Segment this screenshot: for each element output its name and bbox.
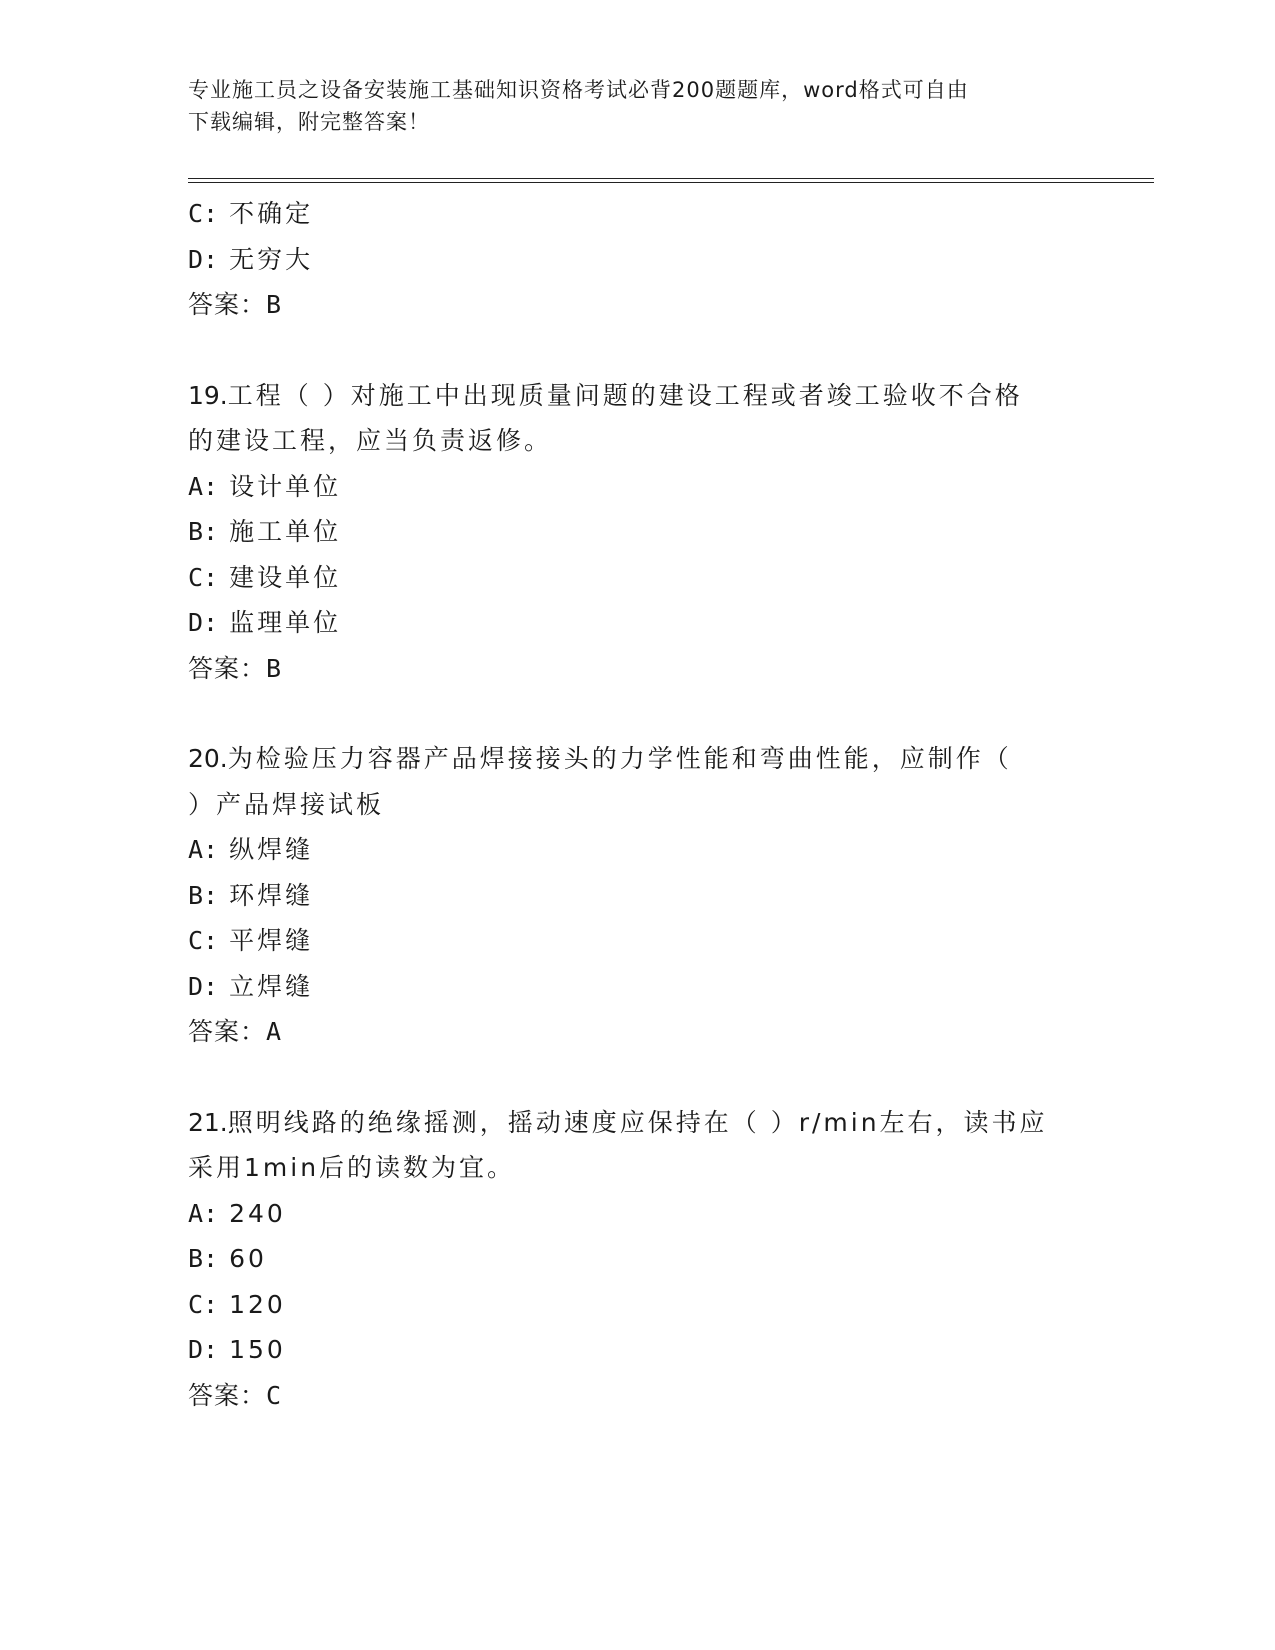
option-text: 施工单位: [229, 517, 342, 546]
option-a: [188, 827, 1108, 873]
question-number: 20.: [188, 744, 228, 773]
option-text: 纵焊缝: [229, 835, 314, 864]
option-key: A:: [188, 471, 219, 501]
answer-line: [188, 282, 1108, 328]
question-text: 的建设工程，应当负责返修。: [188, 426, 553, 455]
option-text: 240: [229, 1198, 286, 1228]
header-divider-bottom: [188, 182, 1154, 183]
question-number: 19.: [188, 380, 228, 410]
option-b: [188, 873, 1108, 919]
option-key: B:: [188, 517, 219, 546]
question-text: 采用1min后的读数为宜。: [188, 1153, 516, 1182]
question-stem-line-1: [188, 736, 1108, 782]
answer-label: 答案：: [188, 1017, 267, 1046]
question-stem-line-2: [188, 782, 1108, 828]
question-21: [188, 1100, 1108, 1419]
question-20: [188, 736, 1108, 1055]
option-d: [188, 600, 1108, 646]
option-a: [188, 464, 1108, 510]
answer-value: B: [266, 290, 283, 319]
option-text: 120: [229, 1289, 286, 1319]
option-a: [188, 1191, 1108, 1237]
option-text: 环焊缝: [229, 880, 314, 910]
answer-label: 答案：: [188, 290, 267, 319]
option-d: [188, 1327, 1108, 1373]
option-text: 不确定: [229, 199, 314, 228]
option-text: 150: [229, 1335, 286, 1364]
option-key: C:: [188, 562, 219, 592]
option-c: [188, 918, 1108, 964]
option-key: B:: [188, 880, 219, 910]
spacer: [188, 1055, 1108, 1100]
question-text: ）产品焊接试板: [188, 789, 385, 819]
question-list: [188, 191, 1108, 1418]
header-line-2: 下载编辑，附完整答案！: [188, 110, 430, 134]
question-number: 21.: [188, 1107, 228, 1137]
option-key: D:: [188, 971, 219, 1001]
answer-label: 答案：: [188, 653, 267, 683]
question-stem-line-1: [188, 373, 1108, 419]
question-stem-line-2: [188, 418, 1108, 464]
option-d: [188, 964, 1108, 1010]
option-key: D:: [188, 608, 219, 637]
answer-label: 答案：: [188, 1380, 267, 1410]
option-d: [188, 237, 1108, 283]
option-key: C:: [188, 926, 219, 955]
header-divider-top: [188, 178, 1154, 179]
question-stem-line-2: [188, 1145, 1108, 1191]
question-text: 工程（ ）对施工中出现质量问题的建设工程或者竣工验收不合格: [227, 380, 1023, 410]
header-line-1: 专业施工员之设备安装施工基础知识资格考试必背200题题库，word格式可自由: [188, 78, 969, 102]
option-key: B:: [188, 1244, 219, 1273]
spacer: [188, 691, 1108, 736]
document-header: [188, 74, 1088, 138]
question-text: 为检验压力容器产品焊接接头的力学性能和弯曲性能，应制作（: [227, 744, 1012, 773]
option-key: D:: [188, 244, 219, 274]
question-text: 照明线路的绝缘摇测，摇动速度应保持在（ ）r/min左右，读书应: [227, 1107, 1048, 1137]
answer-line: [188, 646, 1108, 692]
option-text: 立焊缝: [229, 971, 314, 1001]
spacer: [188, 328, 1108, 373]
option-key: D:: [188, 1335, 219, 1364]
option-key: C:: [188, 1289, 219, 1319]
option-text: 无穷大: [229, 244, 314, 274]
answer-value: B: [266, 653, 283, 683]
question-stem-line-1: [188, 1100, 1108, 1146]
option-b: [188, 509, 1108, 555]
option-text: 设计单位: [229, 471, 342, 501]
prev-question-block: [188, 191, 1108, 328]
option-key: A:: [188, 1198, 219, 1228]
option-c: [188, 1282, 1108, 1328]
option-c: [188, 191, 1108, 237]
option-c: [188, 555, 1108, 601]
answer-line: [188, 1373, 1108, 1419]
option-text: 平焊缝: [229, 926, 314, 955]
answer-value: C: [266, 1380, 283, 1410]
option-key: C:: [188, 199, 219, 228]
option-text: 建设单位: [229, 562, 342, 592]
option-b: [188, 1236, 1108, 1282]
question-19: [188, 373, 1108, 692]
option-text: 60: [229, 1244, 267, 1273]
answer-value: A: [266, 1017, 283, 1046]
option-key: A:: [188, 835, 219, 864]
option-text: 监理单位: [229, 608, 342, 637]
answer-line: [188, 1009, 1108, 1055]
